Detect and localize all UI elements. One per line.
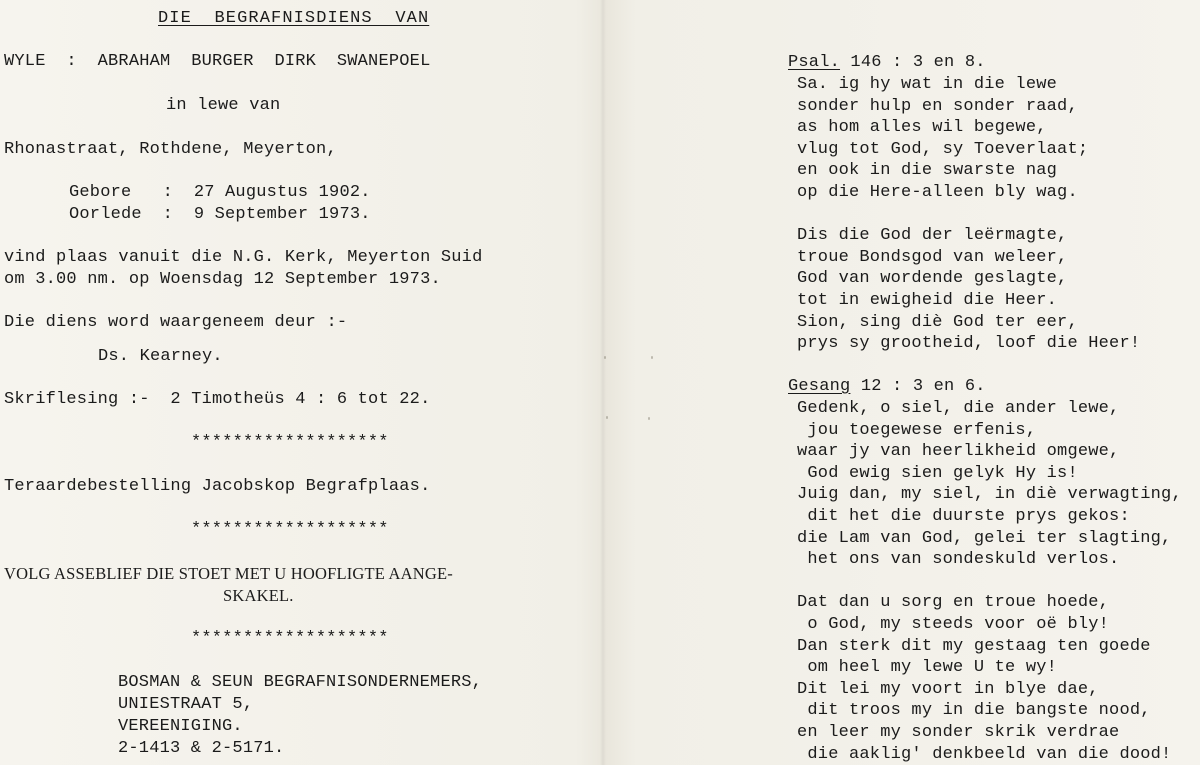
gesang-reference: 12 : 3 en 6. [850, 377, 986, 396]
paper-speck [651, 356, 653, 359]
officiant-name: Ds. Kearney. [98, 347, 223, 366]
paper-speck [648, 417, 650, 420]
verse-line: het ons van sondeskuld verlos. [797, 550, 1120, 570]
verse-line: God ewig sien gelyk Hy is! [797, 463, 1078, 483]
undertaker-name: BOSMAN & SEUN BEGRAFNISONDERNEMERS, [118, 673, 483, 692]
verse-line: en ook in die swarste nag [797, 161, 1058, 181]
paper-speck [604, 356, 606, 359]
verse-line: sonder hulp en sonder raad, [797, 96, 1078, 116]
verse-line: Dan sterk dit my gestaag ten goede [797, 636, 1151, 656]
verse-line: dit het die duurste prys gekos: [797, 507, 1130, 526]
verse-line: Dit lei my voort in blye dae, [797, 679, 1099, 699]
procession-notice-2: SKAKEL. [223, 586, 294, 605]
psalm-heading [788, 52, 986, 74]
verse-line: as hom alles wil begewe, [797, 118, 1047, 138]
death-date: Oorlede : 9 September 1973. [69, 205, 371, 224]
verse-line: waar jy van heerlikheid omgewe, [797, 442, 1120, 462]
verse-line: vlug tot God, sy Toeverlaat; [797, 139, 1089, 159]
verse-line: om heel my lewe U te wy! [797, 658, 1058, 678]
verse-line: prys sy grootheid, loof die Heer! [797, 334, 1141, 354]
program-title: DIE BEGRAFNISDIENS VAN [158, 9, 430, 28]
verse-line: o God, my steeds voor oë bly! [797, 615, 1110, 634]
verse-line: Gedenk, o siel, die ander lewe, [797, 399, 1120, 418]
verse-line: troue Bondsgod van weleer, [797, 247, 1068, 267]
separator: ******************* [191, 629, 389, 648]
undertaker-street: UNIESTRAAT 5, [118, 695, 254, 714]
undertaker-town: VEREENIGING. [118, 717, 243, 736]
undertaker-phone: 2-1413 & 2-5171. [118, 739, 285, 758]
deceased-name: WYLE : ABRAHAM BURGER DIRK SWANEPOEL [4, 52, 431, 71]
psalm-reference: 146 : 3 en 8. [840, 53, 986, 72]
venue-line-2: om 3.00 nm. op Woensdag 12 September 1973. [4, 270, 441, 289]
gesang-label: Gesang [788, 377, 851, 396]
scripture-reading: Skriflesing :- 2 Timotheüs 4 : 6 tot 22. [4, 390, 431, 409]
verse-line: op die Here-alleen bly wag. [797, 183, 1078, 202]
verse-line: Dat dan u sorg en troue hoede, [797, 593, 1110, 613]
paper-speck [606, 416, 608, 419]
separator: ******************* [191, 433, 389, 452]
procession-notice-1: VOLG ASSEBLIEF DIE STOET MET U HOOFLIGTE AANGE- [4, 564, 453, 583]
in-lewe-van: in lewe van [166, 96, 281, 115]
verse-line: dit troos my in die bangste nood, [797, 701, 1151, 721]
separator: ******************* [191, 520, 389, 539]
verse-line: Dis die God der leërmagte, [797, 226, 1068, 246]
verse-line: Juig dan, my siel, in diè verwagting, [797, 485, 1182, 505]
venue-line-1: vind plaas vanuit die N.G. Kerk, Meyerton Suid [4, 248, 483, 267]
verse-line: die Lam van God, gelei ter slagting, [797, 528, 1172, 548]
verse-line: Sa. ig hy wat in die lewe [797, 75, 1058, 94]
birth-date: Gebore : 27 Augustus 1902. [69, 183, 371, 202]
verse-line: jou toegewese erfenis, [797, 420, 1037, 440]
verse-line: tot in ewigheid die Heer. [797, 291, 1058, 310]
page-fold [600, 0, 606, 765]
psalm-label: Psal. [788, 53, 841, 72]
verse-line: Sion, sing diè God ter eer, [797, 312, 1078, 332]
gesang-heading [788, 376, 986, 398]
burial-place: Teraardebestelling Jacobskop Begrafplaas. [4, 477, 431, 496]
officiant-intro: Die diens word waargeneem deur :- [4, 313, 348, 332]
verse-line: die aaklig' denkbeeld van die dood! [797, 744, 1172, 764]
address: Rhonastraat, Rothdene, Meyerton, [4, 140, 337, 159]
verse-line: God van wordende geslagte, [797, 269, 1068, 289]
verse-line: en leer my sonder skrik verdrae [797, 723, 1120, 742]
